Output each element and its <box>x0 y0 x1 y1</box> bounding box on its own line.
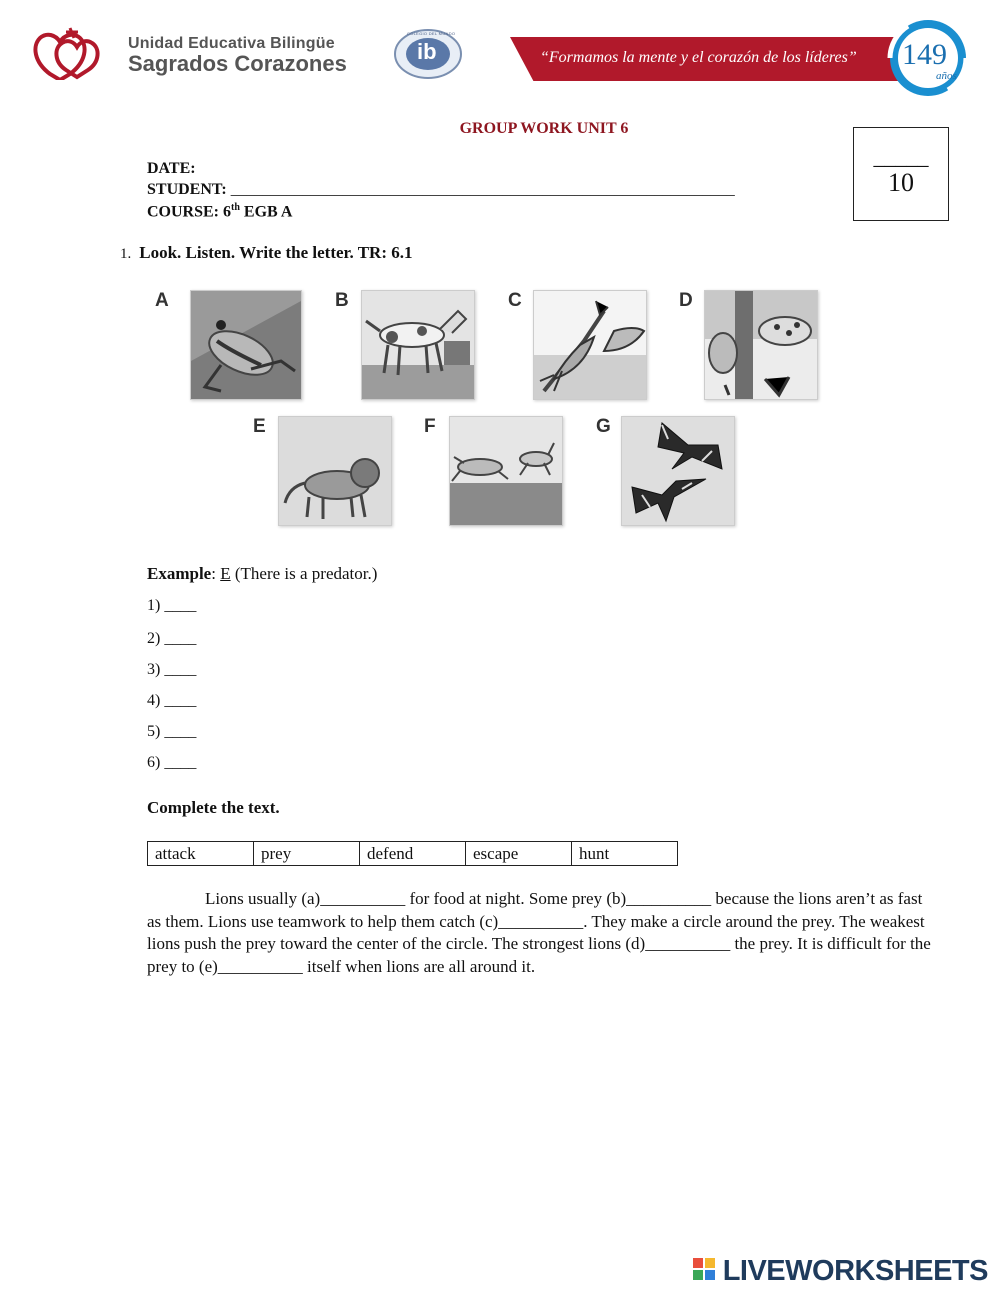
picture-mantis <box>533 290 647 400</box>
example-text: (There is a predator.) <box>230 564 378 583</box>
paragraph-text: Lions usually (a)__________ for food at night. Some prey (b)__________ because the lions aren’t as fast as them. Lions use teamwork to help them catch (c)__________. They make a circle around the prey. The weakest lions push the prey toward the center of the circle. The strongest lions (d)__________ the prey. It is difficult for the prey to (e)__________ itself when lions are all around it. <box>147 889 931 976</box>
anniversary-badge <box>878 18 970 98</box>
word-bank <box>147 841 678 866</box>
picture-letter-b: B <box>335 290 349 311</box>
exercise-1-text: Look. Listen. Write the letter. TR: 6.1 <box>139 243 413 262</box>
student-row <box>147 181 735 199</box>
ib-logo <box>393 28 463 80</box>
picture-leopard <box>704 290 818 400</box>
liveworksheets-brand: LIVEWORKSHEETS <box>722 1255 988 1287</box>
picture-letter-f: F <box>424 416 436 437</box>
course-row <box>147 202 292 221</box>
dog-icon <box>362 291 474 399</box>
word-bank-escape: escape <box>466 842 572 866</box>
anniversary-word: años <box>936 70 957 82</box>
student-label: STUDENT: <box>147 181 227 198</box>
picture-butterflies <box>621 416 735 526</box>
course-superscript: th <box>231 202 240 213</box>
word-bank-defend: defend <box>360 842 466 866</box>
example-colon: : <box>211 564 221 583</box>
answer-item-2[interactable]: 2) ____ <box>147 630 197 647</box>
exercise-1-instruction <box>120 243 413 263</box>
answer-item-3[interactable]: 3) ____ <box>147 661 197 678</box>
hearts-logo-icon <box>30 24 104 80</box>
exercise-2-instruction: Complete the text. <box>147 798 280 817</box>
picture-letter-g: G <box>596 416 611 437</box>
course-label: COURSE: 6 <box>147 203 232 221</box>
ib-ring-text: COLEGIO DEL MUNDO <box>407 31 456 36</box>
picture-letter-a: A <box>155 290 169 311</box>
grade-box <box>853 127 949 221</box>
worksheet-title: GROUP WORK UNIT 6 <box>459 120 629 137</box>
picture-letter-e: E <box>253 416 266 437</box>
student-name-blank[interactable]: _______________________________________________________________ <box>230 181 735 198</box>
picture-dog <box>361 290 475 400</box>
exercise-number: 1. <box>120 246 132 262</box>
lion-icon <box>279 417 391 525</box>
picture-letter-c: C <box>508 290 522 311</box>
grade-total: 10 <box>888 168 914 197</box>
school-name-line1: Unidad Educativa Bilingüe <box>128 35 335 52</box>
picture-lion <box>278 416 392 526</box>
word-bank-attack: attack <box>148 842 254 866</box>
school-logo <box>30 24 104 80</box>
word-bank-prey: prey <box>254 842 360 866</box>
grade-score-blank[interactable]: _____ <box>873 144 929 169</box>
example-answer: E <box>220 564 231 583</box>
picture-frog <box>190 290 302 400</box>
liveworksheets-logo <box>693 1258 715 1280</box>
leopard-icon <box>705 291 817 399</box>
ib-badge-text: ib <box>417 39 437 64</box>
answer-item-5[interactable]: 5) ____ <box>147 723 197 740</box>
fill-in-paragraph <box>147 888 937 978</box>
picture-letter-d: D <box>679 290 693 311</box>
school-motto: “Formamos la mente y el corazón de los líderes” <box>540 49 857 66</box>
example-line <box>147 564 377 584</box>
cheetah-chase-icon <box>450 417 562 525</box>
picture-cheetah-chase <box>449 416 563 526</box>
frog-icon <box>191 291 301 399</box>
school-name-line2: Sagrados Corazones <box>128 51 347 76</box>
liveworksheets-logo-icon <box>693 1258 715 1280</box>
anniversary-number: 149 <box>902 38 947 71</box>
answer-item-6[interactable]: 6) ____ <box>147 754 197 771</box>
butterflies-icon <box>622 417 734 525</box>
answer-item-4[interactable]: 4) ____ <box>147 692 197 709</box>
word-bank-hunt: hunt <box>572 842 678 866</box>
date-label: DATE: <box>147 160 196 177</box>
example-label: Example <box>147 564 212 583</box>
mantis-icon <box>534 291 646 399</box>
course-section: EGB A <box>239 203 293 221</box>
school-name <box>128 36 347 75</box>
answer-item-1[interactable]: 1) ____ <box>147 597 197 614</box>
